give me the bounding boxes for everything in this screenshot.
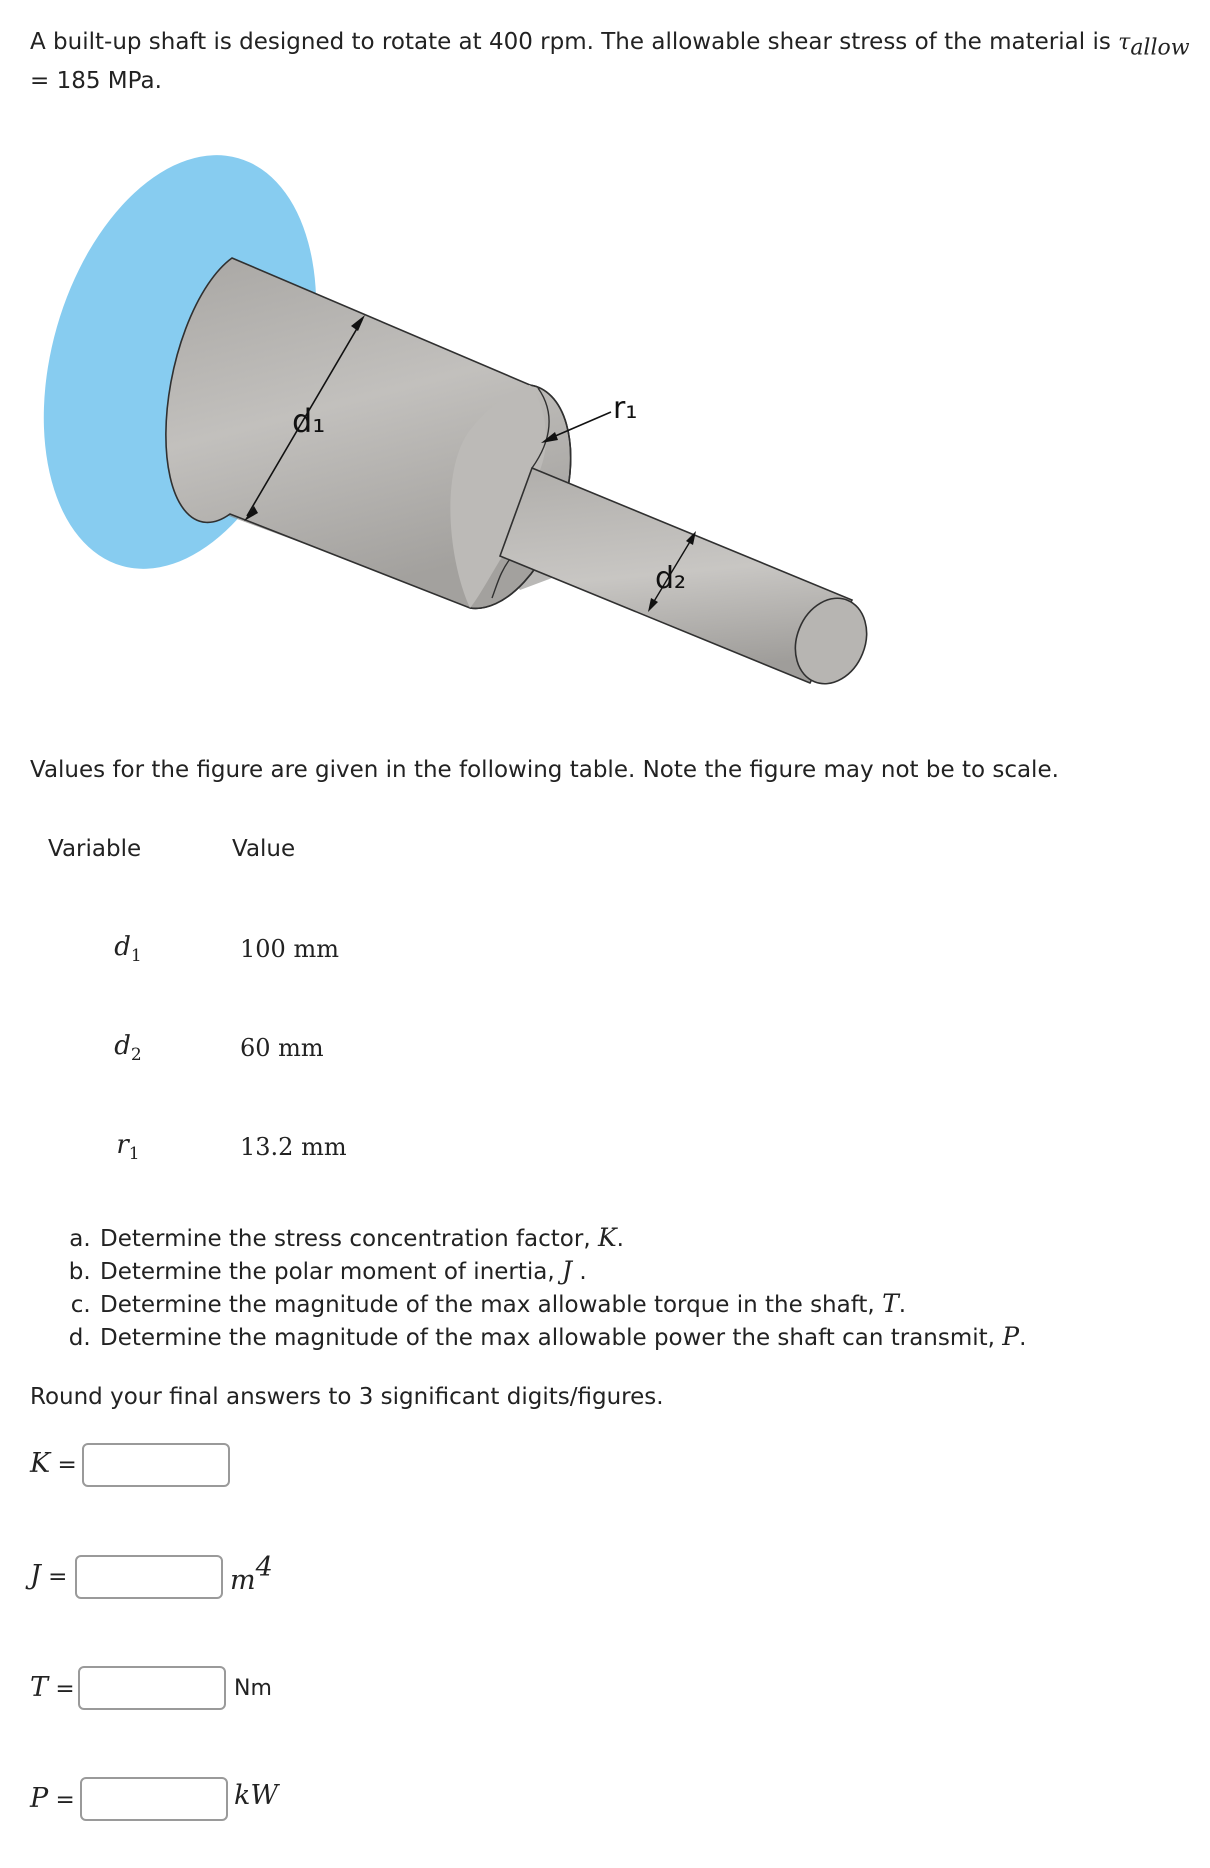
d1-label: d₁: [292, 402, 326, 440]
t-label: T =: [30, 1672, 75, 1703]
j-unit: $m^4$: [230, 1552, 273, 1596]
d2-label: d₂: [655, 561, 687, 596]
task-a: a. Determine the stress concentration factor, K.: [98, 1222, 1026, 1255]
tau-symbol: τ: [1118, 30, 1131, 55]
rounding-note: Round your final answers to 3 significant digits/figures.: [30, 1384, 664, 1410]
task-b-symbol: J: [562, 1256, 573, 1285]
t-answer-input[interactable]: [78, 1666, 226, 1710]
tau-value: = 185: [30, 67, 101, 94]
table-caption: Values for the figure are given in the following table. Note the figure may not be to scale.: [30, 757, 1059, 783]
var-symbol: d: [114, 932, 131, 962]
var-symbol: r: [116, 1130, 129, 1160]
table-row-variable: [112, 932, 144, 966]
task-d: d. Determine the magnitude of the max allowable power the shaft can transmit, P.: [98, 1321, 1026, 1354]
task-c-symbol: T: [882, 1289, 899, 1318]
p-unit: kW: [234, 1780, 279, 1811]
problem-statement: [30, 26, 1190, 97]
task-b: b. Determine the polar moment of inertia, J .: [98, 1255, 1026, 1288]
p-answer-input[interactable]: [80, 1777, 228, 1821]
r1-label: r₁: [613, 391, 638, 426]
table-header-variable: Variable: [48, 836, 142, 862]
table-row-value: 13.2 mm: [240, 1133, 347, 1161]
task-d-symbol: P: [1002, 1322, 1020, 1351]
var-subscript: 1: [128, 1144, 140, 1165]
task-list: [62, 1222, 1026, 1354]
table-row-value: 60 mm: [240, 1034, 324, 1062]
j-label: J =: [30, 1560, 68, 1591]
var-subscript: 2: [130, 1045, 142, 1066]
task-c: c. Determine the magnitude of the max allowable torque in the shaft, T.: [98, 1288, 1026, 1321]
t-unit: Nm: [234, 1676, 272, 1701]
p-label: P =: [30, 1783, 75, 1814]
problem-text: A built-up shaft is designed to rotate at 400 rpm. The allowable shear stress of the material is: [30, 29, 1111, 55]
k-answer-input[interactable]: [82, 1443, 230, 1487]
task-a-symbol: K: [597, 1223, 617, 1252]
table-row-variable: [112, 1130, 144, 1164]
tau-subscript: allow: [1130, 35, 1190, 61]
k-label: K =: [30, 1448, 77, 1479]
table-header-value: Value: [232, 836, 296, 862]
j-answer-input[interactable]: [75, 1555, 223, 1599]
table-row-variable: [112, 1031, 144, 1065]
tau-unit: MPa.: [107, 67, 162, 94]
var-subscript: 1: [130, 946, 142, 967]
shaft-figure: [40, 140, 900, 710]
table-row-value: 100 mm: [240, 935, 339, 963]
var-symbol: d: [114, 1031, 131, 1061]
